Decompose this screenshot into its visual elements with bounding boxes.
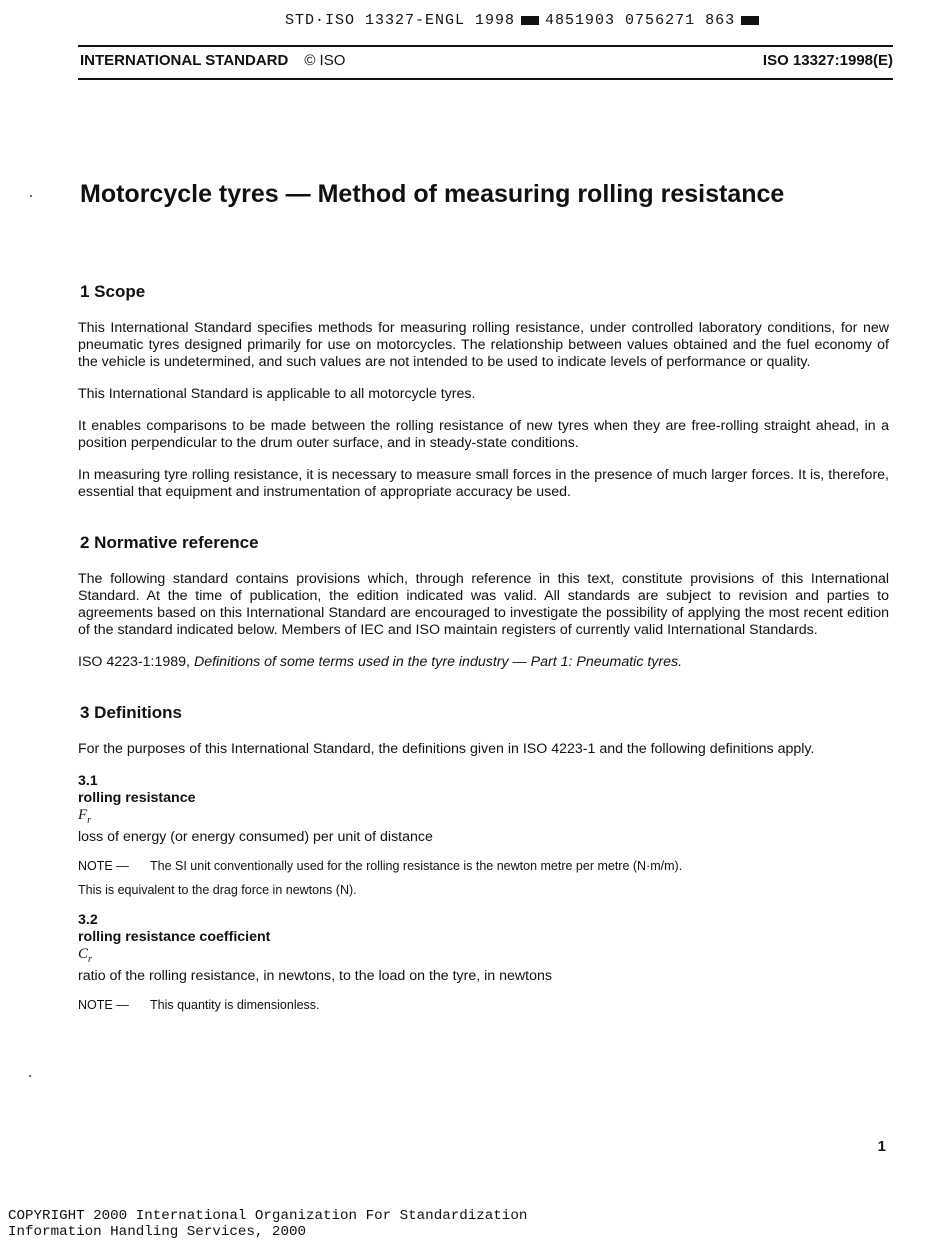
section-definitions — [78, 703, 889, 1013]
definition-number: 3.1 — [78, 773, 98, 789]
definition-note — [78, 997, 889, 1013]
paragraph: This International Standard specifies methods for measuring rolling resistance, under controlled laboratory conditions, for new pneumatic tyres designed primarily for use on motorcycles. The relationship between values obtained and the fuel economy of the vehicle is undetermined, and such values are not intended to be used to indicate levels of performance or quality. — [78, 320, 889, 370]
paragraph: It enables comparisons to be made between the rolling resistance of new tyres when they are free-rolling straight ahead, in a position perpendicular to the drum outer surface, and in steady-state conditions. — [78, 418, 889, 451]
definition-3-2 — [78, 912, 889, 1013]
note-text: This quantity is dimensionless. — [150, 998, 320, 1012]
section-heading-scope: 1 Scope — [80, 282, 146, 301]
copyright-line-1: COPYRIGHT 2000 International Organization For Standardization — [8, 1208, 528, 1224]
scan-code-part2: 4851903 0756271 863 — [545, 12, 736, 29]
section-normative-reference — [78, 533, 889, 671]
note-text: The SI unit conventionally used for the rolling resistance is the newton metre per metre (N·m/m). — [150, 859, 683, 873]
page-number: 1 — [877, 1138, 886, 1155]
definition-text: ratio of the rolling resistance, in newtons, to the load on the tyre, in newtons — [78, 968, 552, 984]
reference-entry — [78, 654, 889, 671]
header-rule-bottom — [78, 78, 893, 80]
paragraph: The following standard contains provisions which, through reference in this text, constitute provisions of this International Standard. At the time of publication, the edition indicated was valid. All standards are subject to revision and parties to agreements based on this International Standard are encouraged to investigate the possibility of applying the most recent edition of the standard indicated below. Members of IEC and ISO maintain registers of currently valid International Standards. — [78, 571, 889, 638]
redaction-block — [521, 16, 539, 25]
definition-text: loss of energy (or energy consumed) per unit of distance — [78, 829, 433, 845]
note-label: NOTE — — [78, 998, 129, 1012]
document-body — [78, 282, 889, 1021]
copyright-line-2: Information Handling Services, 2000 — [8, 1224, 306, 1240]
scan-speck — [29, 1075, 31, 1077]
definition-note-continued: This is equivalent to the drag force in newtons (N). — [78, 883, 357, 897]
definition-number: 3.2 — [78, 912, 98, 928]
scan-code-part1: STD·ISO 13327-ENGL 1998 — [285, 12, 516, 29]
definition-3-1 — [78, 773, 889, 898]
reference-code: ISO 4223-1:1989, — [78, 654, 194, 670]
scan-speck — [30, 195, 32, 197]
definition-term: rolling resistance coefficient — [78, 929, 271, 945]
copyright-footer — [8, 1208, 527, 1240]
scan-header-code — [285, 12, 845, 29]
symbol-base: F — [78, 807, 88, 823]
paragraph: This International Standard is applicable to all motorcycle tyres. — [78, 386, 476, 402]
definition-symbol — [78, 807, 889, 829]
redaction-block — [741, 16, 759, 25]
note-label: NOTE — — [78, 859, 129, 873]
definition-note — [78, 858, 889, 874]
symbol-subscript: r — [88, 954, 92, 965]
header-standard-label — [80, 52, 345, 69]
paragraph: For the purposes of this International Standard, the definitions given in ISO 4223-1 and the following definitions apply. — [78, 741, 815, 757]
paragraph: In measuring tyre rolling resistance, it is necessary to measure small forces in the presence of much larger forces. It is, therefore, essential that equipment and instrumentation of appropriate accuracy be used. — [78, 467, 889, 500]
header-rule-top — [78, 45, 893, 47]
section-heading-normative: 2 Normative reference — [80, 533, 259, 552]
section-scope — [78, 282, 889, 501]
page-title: Motorcycle tyres — Method of measuring rolling resistance — [80, 180, 785, 208]
header-doc-number: ISO 13327:1998(E) — [762, 52, 893, 69]
definition-term: rolling resistance — [78, 790, 196, 806]
symbol-base: C — [78, 946, 89, 962]
section-heading-definitions: 3 Definitions — [80, 703, 183, 722]
reference-title: Definitions of some terms used in the tyre industry — Part 1: Pneumatic tyres. — [193, 654, 683, 670]
definition-symbol — [78, 946, 889, 968]
header-left-text: INTERNATIONAL STANDARD — [80, 52, 289, 69]
header-copyright: © ISO — [304, 52, 346, 69]
symbol-subscript: r — [87, 815, 92, 826]
